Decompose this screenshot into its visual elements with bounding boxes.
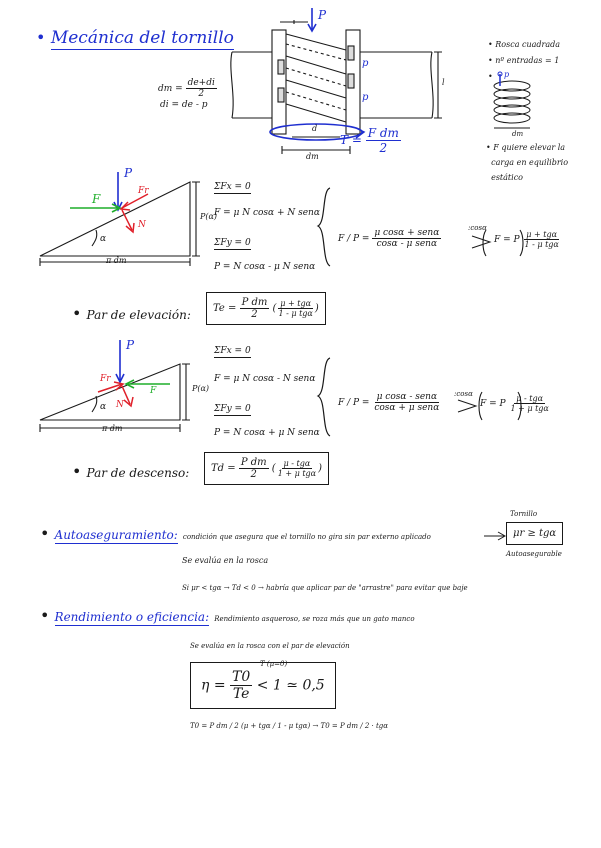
lower-normal-label: N [116,400,124,410]
torque-lower-box: Td = $\frac{\text{P dm}}{2}$ ( $\frac{\text{μ - tgα}}{\text{1 + μ tgα}}$ ) [204,452,329,485]
rendimiento-heading: Rendimiento o eficiencia: [54,610,210,624]
lift-result: F = P $\frac{\text{μ + tgα}}{\text{1 - μ tgα}}$ [494,230,559,249]
efficiency-box: η = $\frac{T0}{Te}$ < 1 ≃ 0,5 [190,662,336,709]
lower-force-label: F [150,386,157,396]
di-formula: di = de - p [160,100,208,110]
pitch-label-2: p [362,92,369,103]
autobloqueo-text: condición que asegura que el tornillo no gira sin par externo aplicado [182,533,431,541]
eta-superscript: T (μ=0) [260,660,288,668]
lower-eq-p: P = N cosα + μ N senα [214,428,320,438]
autobloqueo-heading: Autoaseguramiento: [54,528,178,542]
rendimiento-text: Rendimiento asqueroso, se roza más que un gato manco [214,615,415,623]
coil-pitch-label: p [504,70,510,79]
lift-load-label: P [124,166,133,180]
lift-friction-label: Fr [138,186,149,196]
autobloqueo-box-bottom: Autoasegurable [506,550,562,558]
torque-lower-label: Par de descenso: [86,466,190,480]
lower-friction-label: Fr [100,374,111,384]
page-title: Mecánica del tornillo [50,28,234,48]
coil-dm-label: dm [512,130,524,138]
bullet: • [36,28,46,47]
lower-eq-f: F = μ N cosα - N senα [214,374,316,384]
lift-eq-f: F = μ N cosα + N senα [214,208,320,218]
lift-side-label: P(α) [200,212,218,221]
dm-dim-label: dm [306,152,319,161]
torque-lift-row: • Par de elevación: [72,304,191,323]
lower-base-label: π dm [102,424,123,433]
note-entradas: • nº entradas = 1 [488,56,560,65]
lower-arrow-note: :cosα [454,390,473,398]
lift-force-label: F [92,192,101,206]
lower-eq-sumfy: ΣFy = 0 [214,404,251,414]
autobloqueo-box: μr ≥ tgα [506,522,563,545]
bullet-coil: • [488,72,493,81]
lift-eq-sumfx: ΣFx = 0 [214,182,251,192]
autobloqueo-line3: Si μr < tgα → Td < 0 → habría que aplicar par de "arrastre" para evitar que baje [182,584,468,592]
lower-eq-sumfx: ΣFx = 0 [214,346,251,356]
d-dim-label: d [312,124,318,133]
autobloqueo-box-top: Tornillo [510,510,538,518]
note-f: • F quiere elevar la carga en equilibrio estático [486,143,569,182]
rendimiento-line2: Se evalúa en la rosca con el par de elevación [190,642,350,650]
footnote-t0: T0 = P dm / 2 (μ + tgα / 1 - μ tgα) → T0 = P dm / 2 · tgα [190,722,388,730]
lift-arrow-note: :cosα [468,224,487,232]
rendimiento-row: • Rendimiento o eficiencia: Rendimiento asqueroso, se roza más que un gato manco [40,606,415,625]
torque-lift-label: Par de elevación: [86,308,191,322]
lower-side-label: P(α) [192,384,210,393]
lift-base-label: π dm [106,256,127,265]
lower-result: F = P $\frac{\text{μ - tgα}}{\text{1 + μ tgα}}$ [480,394,549,413]
lift-angle-label: α [100,234,107,244]
lower-angle-label: α [100,402,107,412]
lift-normal-label: N [138,220,146,230]
lower-load-label: P [126,338,135,352]
autobloqueo-line2: Se evalúa en la rosca [182,556,269,565]
lift-eq-sumfy: ΣFy = 0 [214,238,251,248]
torque-lower-row: • Par de descenso: [72,462,190,481]
lift-ratio: F / P = $\frac{\text{μ cosα + senα}}{\text{cosα - μ senα}}$ [338,228,440,249]
autobloqueo-row: • Autoaseguramiento: condición que asegura que el tornillo no gira sin par externo aplicado [40,524,431,543]
torque-lift-box: Te = $\frac{\text{P dm}}{2}$ ( $\frac{\text{μ + tgα}}{\text{1 - μ tgα}}$ ) [206,292,326,325]
note-rosca: • Rosca cuadrada [488,40,561,49]
lower-ratio: F / P = $\frac{\text{μ cosα - senα}}{\text{cosα + μ senα}}$ [338,392,440,413]
pitch-label-1: p [362,58,369,69]
l-dim-label: l [442,78,445,87]
dm-formula: dm = $\frac{de+di}{2}$ [158,78,215,99]
torque-formula: T = $\frac{\text{F dm}}{2}$ [340,126,399,155]
screw-load-label: P [318,8,327,22]
lift-eq-p: P = N cosα - μ N senα [214,262,316,272]
